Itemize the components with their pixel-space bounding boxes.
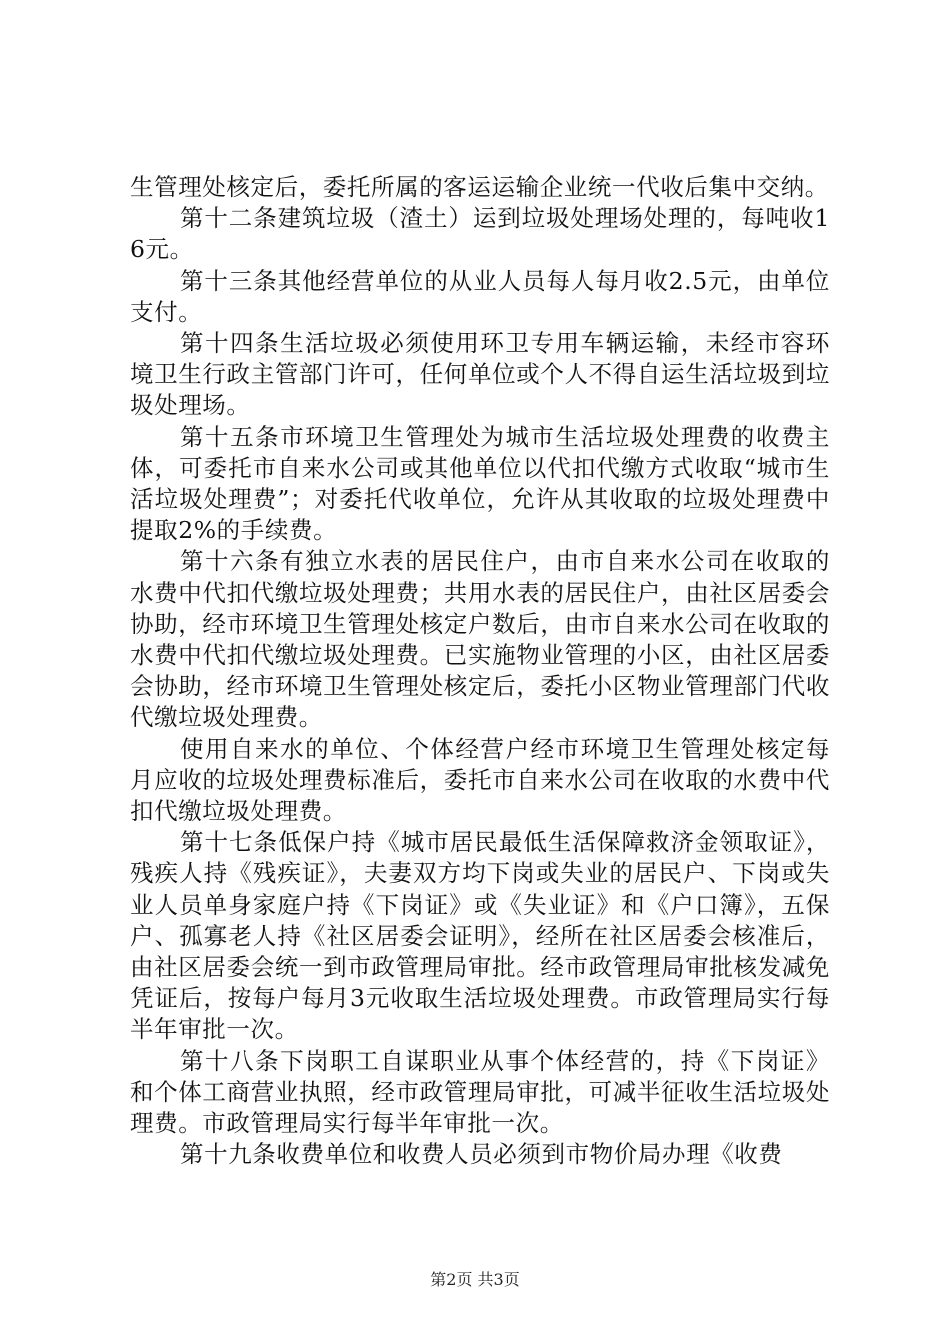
paragraph-article-14: 第十四条生活垃圾必须使用环卫专用车辆运输，未经市容环境卫生行政主管部门许可，任何单位或个人不得自运生活垃圾到垃圾处理场。 xyxy=(130,329,830,420)
paragraph-article-17: 第十七条低保户持《城市居民最低生活保障救济金领取证》，残疾人持《残疾证》，夫妻双方均下岗或失业的居民户、下岗或失业人员单身家庭户持《下岗证》或《失业证》和《户口簿》，五保户、孤寡老人持《社区居委会证明》，经所在社区居委会核准后，由社区居委会统一到市政管理局审批。经市政管理局审批核发减免凭证后，按每户每月3元收取生活垃圾处理费。市政管理局实行每半年审批一次。 xyxy=(130,828,830,1044)
paragraph-article-12: 第十二条建筑垃圾（渣土）运到垃圾处理场处理的，每吨收16元。 xyxy=(130,204,830,264)
paragraph-article-18: 第十八条下岗职工自谋职业从事个体经营的，持《下岗证》和个体工商营业执照，经市政管理局审批，可减半征收生活垃圾处理费。市政管理局实行每半年审批一次。 xyxy=(130,1046,830,1138)
paragraph-article-19: 第十九条收费单位和收费人员必须到市物价局办理《收费 xyxy=(180,1140,783,1169)
paragraph-continuation: 生管理处核定后，委托所属的客运运输企业统一代收后集中交纳。 xyxy=(130,173,829,201)
paragraph-article-16: 第十六条有独立水表的居民住户，由市自来水公司在收取的水费中代扣代缴垃圾处理费；共用水表的居民住户，由社区居委会协助，经市环境卫生管理处核定户数后，由市自来水公司在收取的水费中代扣代缴垃圾处理费。已实施物业管理的小区，由社区居委会协助，经市环境卫生管理处核定后，委托小区物业管理部门代收代缴垃圾处理费。 xyxy=(130,547,830,732)
paragraph-article-15: 第十五条市环境卫生管理处为城市生活垃圾处理费的收费主体，可委托市自来水公司或其他单位以代扣代缴方式收取“城市生活垃圾处理费”；对委托代收单位，允许从其收取的垃圾处理费中提取2%的手续费。 xyxy=(130,422,830,545)
page-number-footer: 第2页 共3页 xyxy=(430,1270,520,1289)
paragraph-article-13: 第十三条其他经营单位的从业人员每人每月收2.5元，由单位支付。 xyxy=(130,266,830,326)
document-body xyxy=(130,172,830,1171)
paragraph-article-16-supplement: 使用自来水的单位、个体经营户经市环境卫生管理处核定每月应收的垃圾处理费标准后，委托市自来水公司在收取的水费中代扣代缴垃圾处理费。 xyxy=(130,734,830,826)
